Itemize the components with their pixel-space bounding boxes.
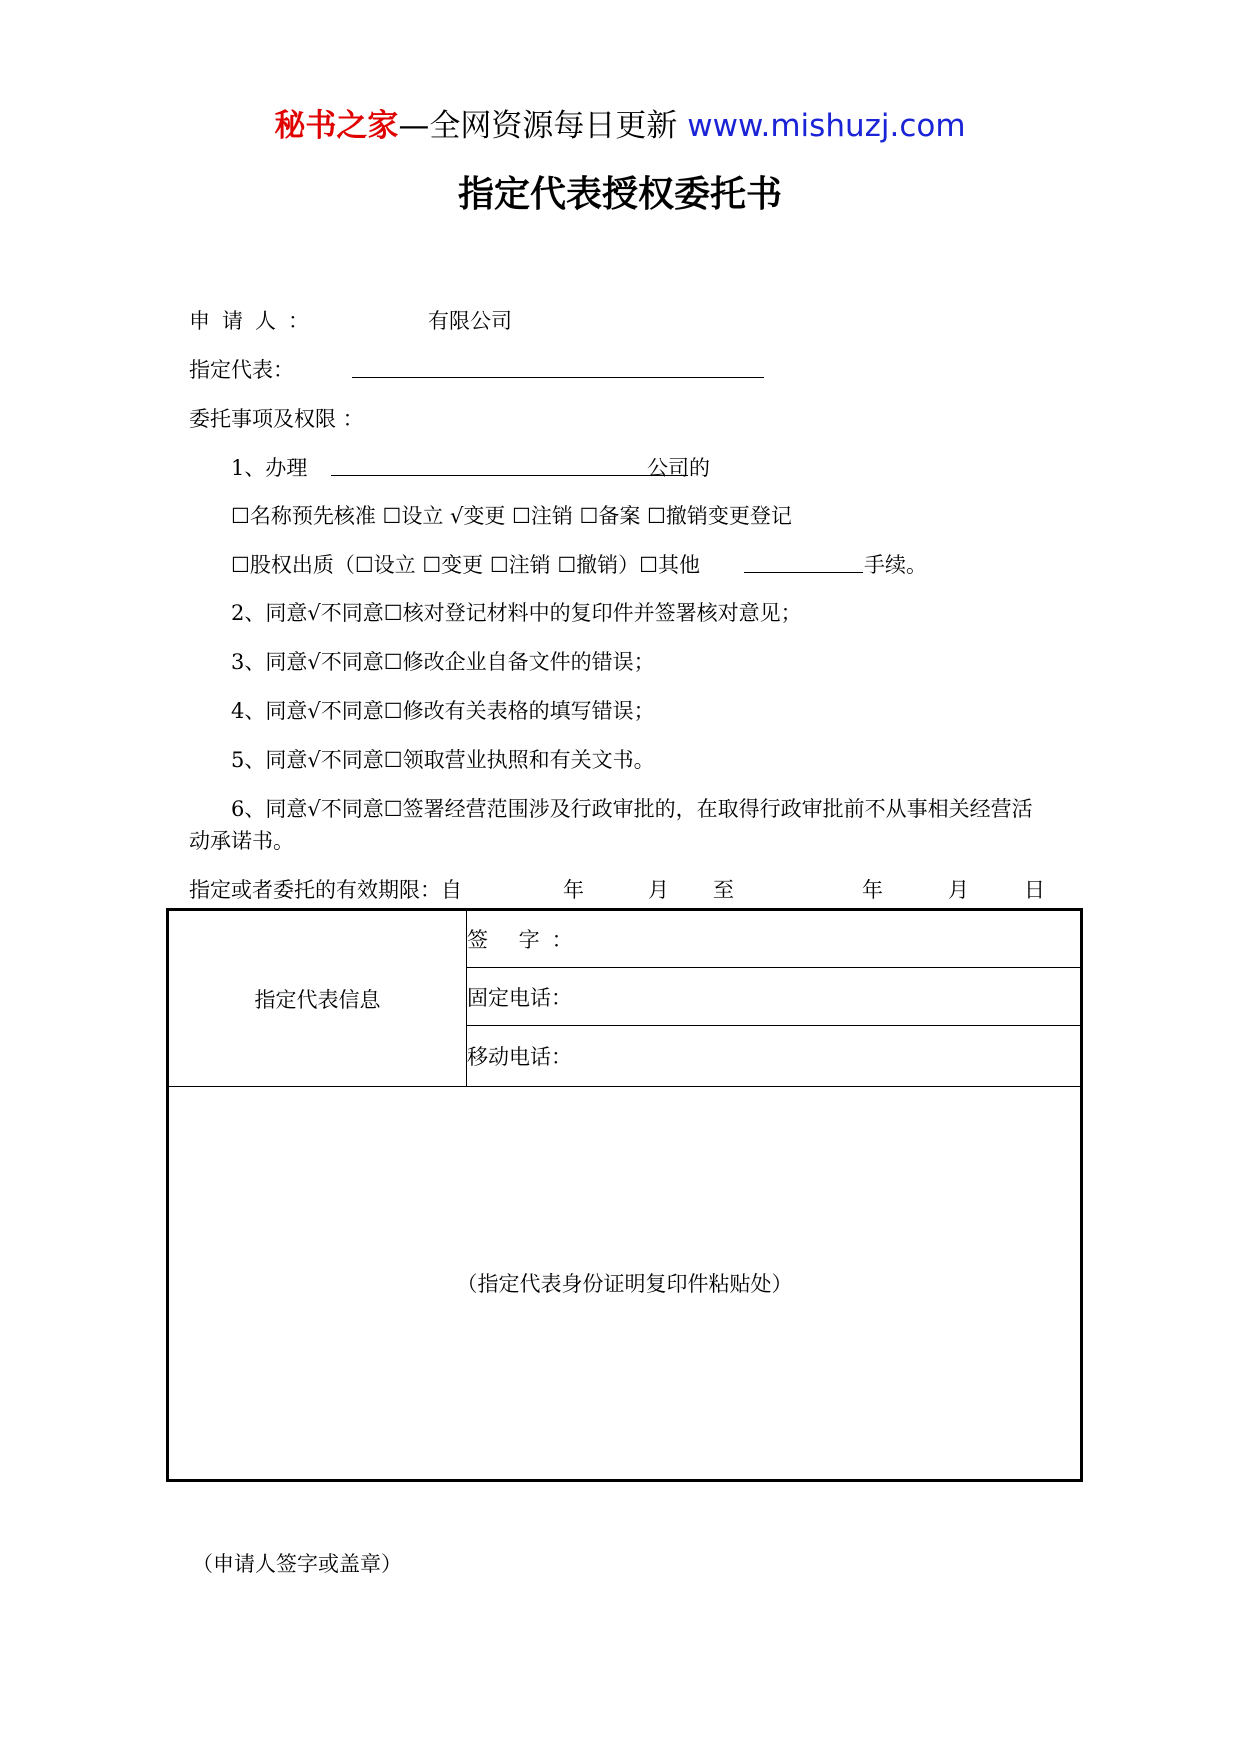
applicant-label: 申请人： <box>189 309 321 333</box>
item1-options-row1: ☐名称预先核准 ☐设立 √变更 ☐注销 ☐备案 ☐撤销变更登记 <box>231 504 792 528</box>
representative-label: 指定代表： <box>189 358 294 382</box>
validity-year-end: 年 <box>862 878 883 902</box>
item-5: 5、同意√不同意☐领取营业执照和有关文书。 <box>231 748 655 772</box>
item-6-continued: 动承诺书。 <box>189 829 294 853</box>
validity-month-start: 月 <box>648 878 669 902</box>
id-copy-area <box>168 1087 1082 1481</box>
item1-prefix: 1、办理 <box>231 456 308 480</box>
item1-options-row2-end: 手续。 <box>864 553 927 577</box>
item1-options-row2: ☐股权出质（☐设立 ☐变更 ☐注销 ☐撤销）☐其他 <box>231 553 700 577</box>
document-title: 指定代表授权委托书 <box>457 174 782 215</box>
landline-label: 固定电话： <box>467 985 572 1010</box>
item1-company-blank-line <box>331 475 688 476</box>
applicant-signature-note: （申请人签字或盖章） <box>192 1552 402 1576</box>
landline-field[interactable] <box>467 968 1082 1026</box>
id-copy-caption: （指定代表身份证明复印件粘贴处） <box>456 1272 793 1296</box>
matters-label: 委托事项及权限 ： <box>189 407 364 431</box>
representative-info-table <box>166 908 1083 1482</box>
validity-month-end: 月 <box>948 878 969 902</box>
rep-info-label: 指定代表信息 <box>168 910 467 1087</box>
item1-suffix: 公司的 <box>647 456 710 480</box>
banner-slogan: —全网资源每日更新 <box>398 108 678 144</box>
validity-year-start: 年 <box>563 878 584 902</box>
banner-site-link[interactable]: www.mishuzj.com <box>687 108 966 144</box>
validity-day-end: 日 <box>1024 878 1045 902</box>
item-3: 3、同意√不同意☐修改企业自备文件的错误； <box>231 650 655 674</box>
applicant-value: 有限公司 <box>428 309 512 333</box>
mobile-label: 移动电话： <box>467 1045 572 1069</box>
mobile-field[interactable] <box>467 1026 1082 1087</box>
item1-other-blank-line <box>744 572 863 573</box>
site-banner <box>0 100 1240 145</box>
validity-to: 至 <box>713 878 734 902</box>
signature-label: 签 字： <box>467 928 585 952</box>
item-4: 4、同意√不同意☐修改有关表格的填写错误； <box>231 699 655 723</box>
banner-brand: 秘书之家 <box>274 108 399 144</box>
item-6: 6、同意√不同意☐签署经营范围涉及行政审批的，在取得行政审批前不从事相关经营活 <box>231 797 1033 821</box>
item-2: 2、同意√不同意☐核对登记材料中的复印件并签署核对意见； <box>231 601 802 625</box>
validity-label: 指定或者委托的有效期限：自 <box>189 878 462 902</box>
representative-blank-line <box>352 377 764 378</box>
signature-field[interactable] <box>467 910 1082 968</box>
